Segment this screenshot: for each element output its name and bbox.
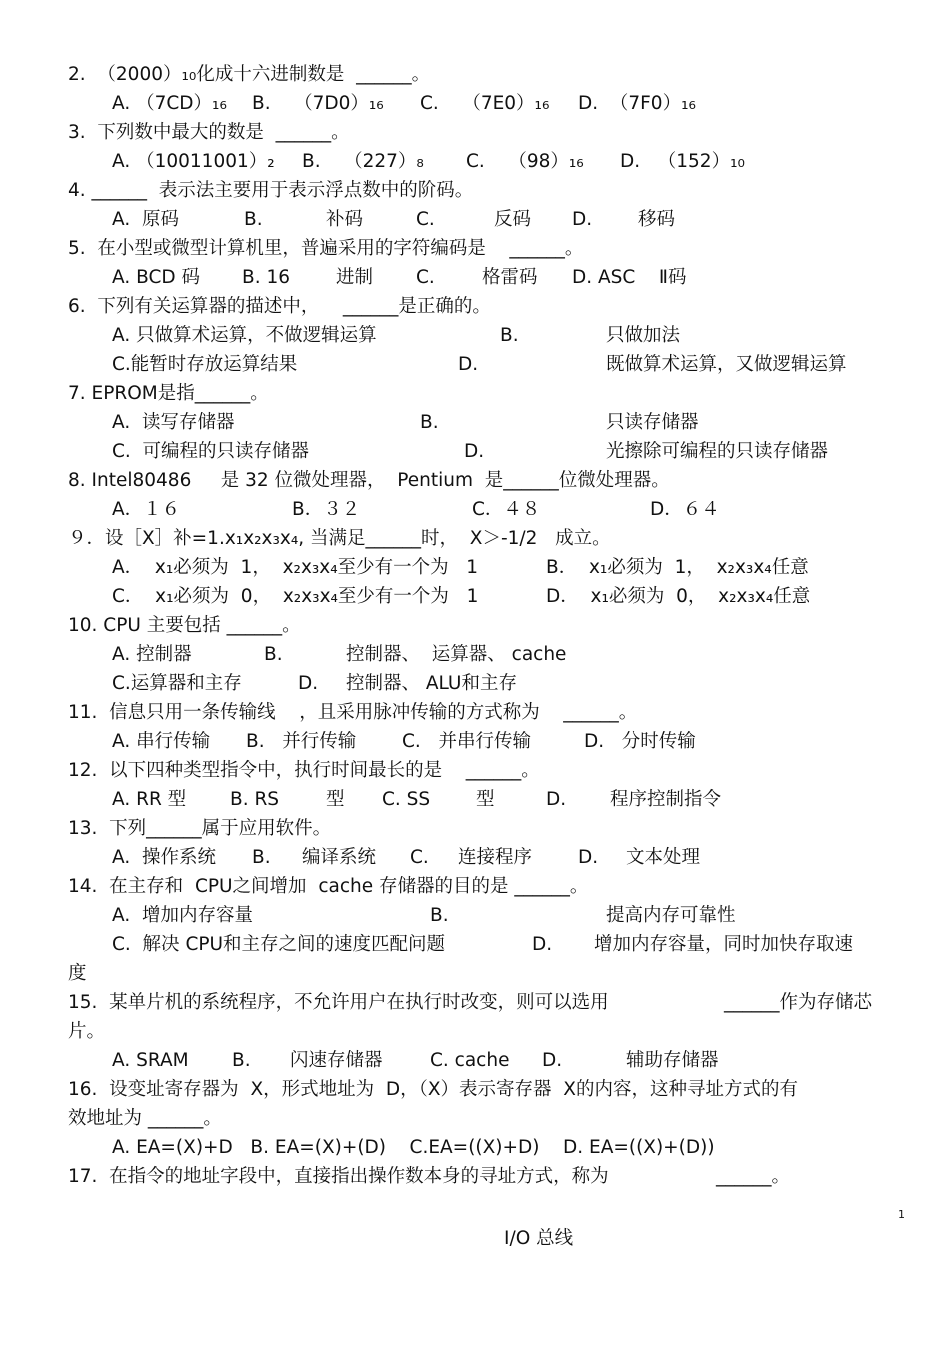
question-text: 8. Intel80486 是 32 位微处理器， Pentium 是______位微处理器。 <box>68 470 670 491</box>
question-text: 3. 下列数中最大的数是 ______。 <box>68 122 350 143</box>
option-d-text: 辅助存储器 <box>626 1050 719 1071</box>
option-c: C. 可编程的只读存储器 <box>112 441 310 462</box>
option-d-letter: D. <box>546 789 567 810</box>
option-c: C. 并串行传输 <box>402 731 531 752</box>
option-b-text: 只做加法 <box>606 325 681 346</box>
option-a: A. 读写存储器 <box>112 412 235 433</box>
option-c: C．４８ <box>472 499 541 520</box>
option-b-text: 提高内存可靠性 <box>606 905 736 926</box>
option-b-letter: B. RS <box>230 789 280 810</box>
option-d-text: 控制器、 ALU和主存 <box>346 673 517 694</box>
option-b-text: 编译系统 <box>302 847 377 868</box>
option-d-letter: D. <box>458 354 479 375</box>
option-d-letter: D. <box>532 934 553 955</box>
option-b-letter: B. <box>252 847 271 868</box>
option-a: A. 原码 <box>112 209 179 230</box>
option-b: B. 并行传输 <box>246 731 357 752</box>
option-d-letter: D. <box>578 847 599 868</box>
question-text: 12. 以下四种类型指令中，执行时间最长的是 ______。 <box>68 760 540 781</box>
option-b-letter: B. <box>264 644 283 665</box>
option-d: D. ASC Ⅱ码 <box>572 267 687 288</box>
option-d-letter: D. <box>572 209 593 230</box>
question-text: 17. 在指令的地址字段中，直接指出操作数本身的寻址方式，称为 <box>68 1166 609 1187</box>
option-c: C.运算器和主存 <box>112 673 242 694</box>
option-c-letter: C. <box>416 267 435 288</box>
page-number: 1 <box>898 1208 905 1221</box>
option-c: C. 解决 CPU和主存之间的速度匹配问题 <box>112 934 446 955</box>
option-b-letter: B. 16 <box>242 267 290 288</box>
option-d-text: 程序控制指令 <box>610 789 722 810</box>
option-a: A. 只做算术运算，不做逻辑运算 <box>112 325 377 346</box>
footer-text <box>0 1225 950 1253</box>
option-d-text: 移码 <box>638 209 676 230</box>
option-c-letter: C. <box>410 847 429 868</box>
option-c-letter: C. SS <box>382 789 431 810</box>
option-d-letter: D. <box>298 673 319 694</box>
option-b-text: 进制 <box>336 267 374 288</box>
option-d: D． x₁必须为 0， x₂x₃x₄任意 <box>546 586 811 607</box>
question-text: 11. 信息只用一条传输线 ，且采用脉冲传输的方式称为 ______。 <box>68 702 638 723</box>
question-text: 13. 下列______属于应用软件。 <box>68 818 332 839</box>
question-text: 16. 设变址寄存器为 X，形式地址为 D，（X）表示寄存器 X的内容，这种寻址方式的有 <box>68 1079 798 1100</box>
wrapped-text: 片。 <box>68 1021 106 1042</box>
option-c: C. （7E0）₁₆ <box>420 93 550 114</box>
question-text: 14. 在主存和 CPU之间增加 cache 存储器的目的是 ______。 <box>68 876 589 897</box>
option-b-letter: B. <box>420 412 439 433</box>
option-b-text: 控制器、 运算器、 cache <box>346 644 567 665</box>
option-d-text: 文本处理 <box>626 847 701 868</box>
question-text: 15. 某单片机的系统程序，不允许用户在执行时改变，则可以选用 <box>68 992 609 1013</box>
option-c-text: 反码 <box>494 209 532 230</box>
option-a: A. RR 型 <box>112 789 187 810</box>
option-b: B. （227）₈ <box>302 151 424 172</box>
option-a: A. 增加内存容量 <box>112 905 253 926</box>
option-a: A. （7CD）₁₆ <box>112 93 227 114</box>
option-a: A． x₁必须为 1， x₂x₃x₄至少有一个为 1 <box>112 557 479 578</box>
option-c: C.能暂时存放运算结果 <box>112 354 298 375</box>
option-a: A. （10011001）₂ <box>112 151 275 172</box>
question-text: 10. CPU 主要包括 ______。 <box>68 615 301 636</box>
option-a: A. 串行传输 <box>112 731 211 752</box>
option-c-text: 连接程序 <box>458 847 533 868</box>
option-a: A. BCD 码 <box>112 267 201 288</box>
option-a: A. 控制器 <box>112 644 192 665</box>
wrapped-text: 度 <box>68 963 87 984</box>
option-c-text: 型 <box>476 789 495 810</box>
option-b: B. （7D0）₁₆ <box>252 93 384 114</box>
option-b-text: 补码 <box>326 209 364 230</box>
option-a: A. 操作系统 <box>112 847 216 868</box>
question-text: 5. 在小型或微型计算机里，普遍采用的字符编码是 ______。 <box>68 238 584 259</box>
option-d-text: 增加内存容量，同时加快存取速 <box>594 934 854 955</box>
option-b-text: 闪速存储器 <box>290 1050 383 1071</box>
footer-label: I/O 总线 <box>504 1228 574 1249</box>
option-d: D．６４ <box>650 499 720 520</box>
option-b-text: 只读存储器 <box>606 412 699 433</box>
option-d-letter: D. <box>464 441 485 462</box>
option-d-letter: D. <box>542 1050 563 1071</box>
option-b-letter: B. <box>430 905 449 926</box>
question-blank: ______。 <box>716 1166 791 1187</box>
option-c-text: 格雷码 <box>482 267 538 288</box>
option-d-text: 光擦除可编程的只读存储器 <box>606 441 829 462</box>
wrapped-text: 效地址为 ______。 <box>68 1108 222 1129</box>
option-b-letter: B. <box>500 325 519 346</box>
question-text: 6. 下列有关运算器的描述中， ______是正确的。 <box>68 296 491 317</box>
question-text: 2. （2000）₁₀化成十六进制数是 ______。 <box>68 64 431 85</box>
option-b-letter: B. <box>232 1050 251 1071</box>
question-text-tail: ______作为存储芯 <box>724 992 873 1013</box>
option-d: D. 分时传输 <box>584 731 696 752</box>
option-a: A．１６ <box>112 499 181 520</box>
question-text: ９．设［X］补=1.x₁x₂x₃x₄, 当满足______时， X＞-1/2 成立。 <box>68 528 611 549</box>
option-d: D. （152）₁₀ <box>620 151 745 172</box>
option-c: C. cache <box>430 1050 510 1071</box>
option-d-text: 既做算术运算，又做逻辑运算 <box>606 354 847 375</box>
options-text: A. EA=(X)+D B. EA=(X)+(D) C.EA=((X)+D) D. EA=((X)+(D)) <box>112 1137 715 1158</box>
question-text: 7. EPROM是指______。 <box>68 383 269 404</box>
option-a: A. SRAM <box>112 1050 189 1071</box>
option-b-letter: B. <box>244 209 263 230</box>
option-c: C． x₁必须为 0， x₂x₃x₄至少有一个为 1 <box>112 586 479 607</box>
option-c: C. （98）₁₆ <box>466 151 584 172</box>
question-text: 4. ______ 表示法主要用于表示浮点数中的阶码。 <box>68 180 474 201</box>
option-b: B． x₁必须为 1， x₂x₃x₄任意 <box>546 557 809 578</box>
option-c-letter: C. <box>416 209 435 230</box>
option-b: B．３２ <box>292 499 361 520</box>
option-d: D. （7F0）₁₆ <box>578 93 696 114</box>
option-b-text: 型 <box>326 789 345 810</box>
